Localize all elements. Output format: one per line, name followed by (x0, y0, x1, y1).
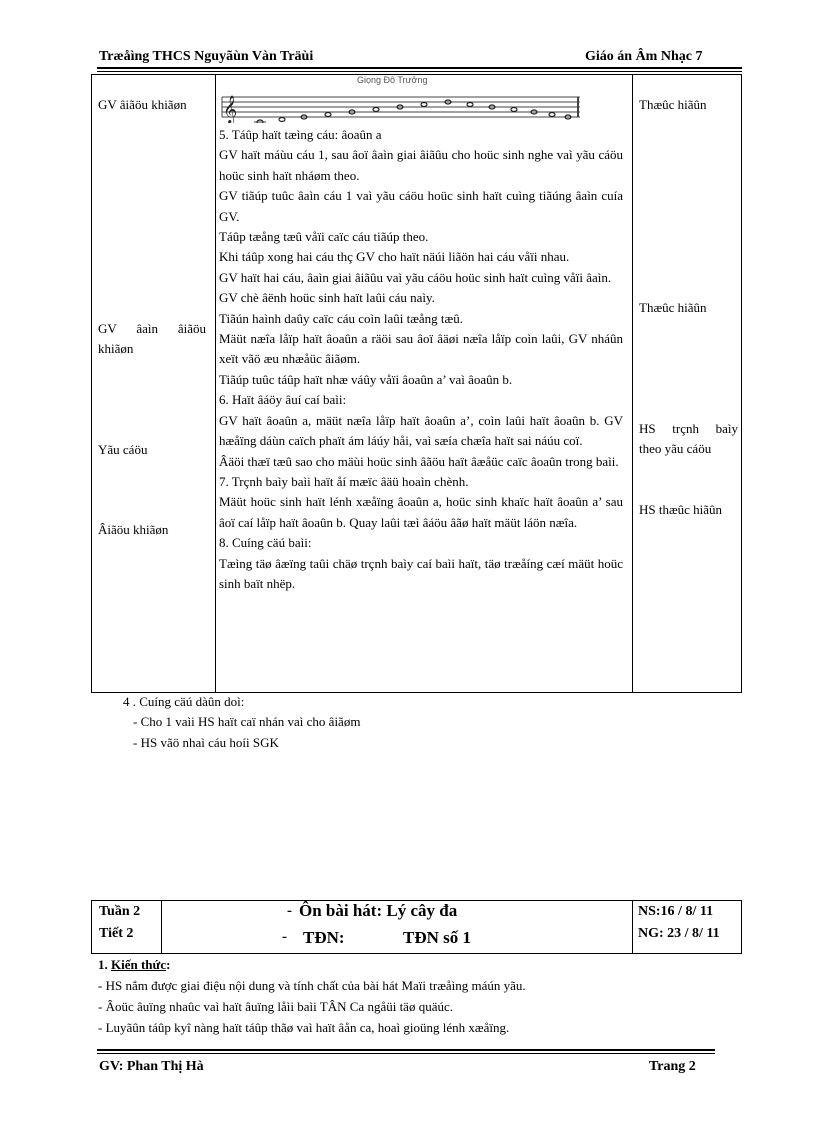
left-col-line: Âiãöu khiãøn (98, 522, 169, 537)
music-staff (220, 77, 582, 123)
step-heading: 7. Trçnh baìy baìi haït åí mæïc âäü hoaìn chènh. (219, 473, 469, 489)
right-col-line: Thæûc hiãûn (639, 300, 707, 315)
paragraph: Tiãúp tuûc táûp haït nhæ váûy våïi âoaûn a’ vaì âoaûn b. (219, 371, 513, 387)
lesson-topic-value: TĐN số 1 (403, 928, 472, 947)
paragraph: GV haït máùu cáu 1, sau âoï âaìn giai âiãûu cho hoüc sinh nghe vaì yãu cáöu hoüc sinh haït nháøm theo. (219, 147, 623, 183)
right-col-line: theo yãu cáöu (639, 441, 712, 456)
ns-date: NS:16 / 8/ 11 (638, 904, 714, 919)
staff-title: Giọng Đô Trưởng (357, 75, 428, 85)
dash: - (287, 903, 292, 919)
school-name: Træåìng THCS Nguyãùn Vàn Träùi (99, 49, 314, 64)
left-col-line: khiãøn (98, 341, 134, 356)
column-divider (215, 74, 216, 693)
left-col-line: GV âiãöu khiãøn (98, 97, 187, 112)
section-heading: 4 . Cuíng cäú dàûn doì: (123, 694, 245, 709)
left-col-line: GV âaìn âiãöu (98, 321, 206, 336)
step-heading: 5. Táûp haït tæìng cáu: âoaûn a (219, 127, 382, 142)
right-col-line: HS trçnh baìy (639, 421, 738, 436)
objective-item: - Âoüc âuïng nhaûc vaì haït âuïng låìi baìi TÂN Ca ngåüi täø quäúc. (98, 999, 453, 1014)
teacher-name: GV: Phan Thị Hà (99, 1059, 204, 1074)
week-label: Tuần 2 (99, 904, 141, 919)
footer-rule (97, 1049, 715, 1051)
paragraph: Mäüt næîa låïp haït âoaûn a räöi sau âoï âäøi næîa låïp coìn laûi, GV nháûn xeït vãö æu nhæåüc âiãøm. (219, 331, 623, 367)
objective-heading (98, 954, 170, 975)
column-divider (632, 900, 633, 954)
paragraph: Tiãún haình daûy caïc cáu coìn laûi tæång tæû. (219, 310, 463, 326)
dash: - (282, 929, 287, 945)
period-label: Tiết 2 (99, 926, 134, 941)
heading-number: 1. (98, 957, 111, 972)
paragraph: Mäüt hoüc sinh haït lénh xæåïng âoaûn a, hoüc sinh khaïc haït âoaûn a’ sau âoï caí låïp haït âoaûn b. Quay laûi tæì âáöu âãø haït mäüt láön næîa. (219, 494, 623, 530)
step-heading: 6. Haït âáöy âuí caí baìi: (219, 392, 347, 408)
objective-item: - HS nắm được giai điệu nội dung và tính chất của bài hát Maïi træåìng máún yãu. (98, 978, 526, 993)
right-col-line: HS thæûc hiãûn (639, 502, 723, 517)
activity-description (219, 125, 623, 594)
paragraph: GV tiãúp tuûc âaìn cáu 1 vaì yãu cáöu hoüc sinh haït cuìng tiãúng âaìn cuía GV. (219, 188, 623, 224)
list-item: - Cho 1 vaìi HS haït caï nhán vaì cho âiãøm (133, 714, 361, 729)
heading-colon: : (166, 957, 171, 972)
left-col-line: Yãu cáöu (98, 442, 148, 457)
step-heading: 8. Cuíng cäú baìi: (219, 535, 312, 551)
paragraph: GV haït hai cáu, âaìn giai âiãûu vaì yãu cáöu hoüc sinh haït cuìng våïi âaìn. (219, 269, 612, 285)
page-number: Trang 2 (649, 1059, 696, 1074)
header-rule (97, 67, 742, 69)
footer-rule-thin (97, 1053, 715, 1054)
objective-item: - Luyãûn táûp kyî nàng haït táûp thãø vaì haït âån ca, hoaì gioüng lénh xæåïng. (98, 1020, 510, 1035)
header-rule-thin (97, 71, 742, 72)
subject-title: Giáo án Âm Nhạc 7 (585, 49, 703, 64)
column-divider (632, 74, 633, 693)
paragraph: Khi táûp xong hai cáu thç GV cho haït näúi liãön hai cáu våïi nhau. (219, 249, 570, 265)
treble-clef-icon: 𝄞 (223, 95, 238, 123)
lesson-topic: Ôn bài hát: Lý cây đa (299, 901, 458, 920)
column-divider (161, 900, 162, 954)
paragraph: GV haït âoaûn a, mäüt næîa låïp haït âoaûn a’, coìn laûi haït âoaûn b. GV hæåïng dáùn caïch phaït ám láúy håi, vaì sæía chæîa haït sai náúu coï. (219, 412, 623, 449)
ng-date: NG: 23 / 8/ 11 (638, 926, 720, 941)
list-item: - HS vãö nhaì cáu hoíi SGK (133, 735, 279, 750)
paragraph: GV chè âënh hoüc sinh haït laûi cáu naìy. (219, 290, 435, 306)
right-col-line: Thæûc hiãûn (639, 97, 707, 112)
paragraph: Tæìng täø âæïng taûi chäø trçnh baìy caí baìi haït, täø træåíng cæí mäüt hoüc sinh baït nhëp. (219, 555, 623, 591)
lesson-topic-label: TĐN: (303, 928, 345, 947)
heading-text: Kiến thức (111, 957, 167, 972)
paragraph: Âäöi thæï tæû sao cho mäùi hoüc sinh âãöu haït âæåüc caïc âoaûn trong baìi. (219, 453, 619, 469)
paragraph: Táûp tæång tæû våïi caïc cáu tiãúp theo. (219, 229, 429, 245)
